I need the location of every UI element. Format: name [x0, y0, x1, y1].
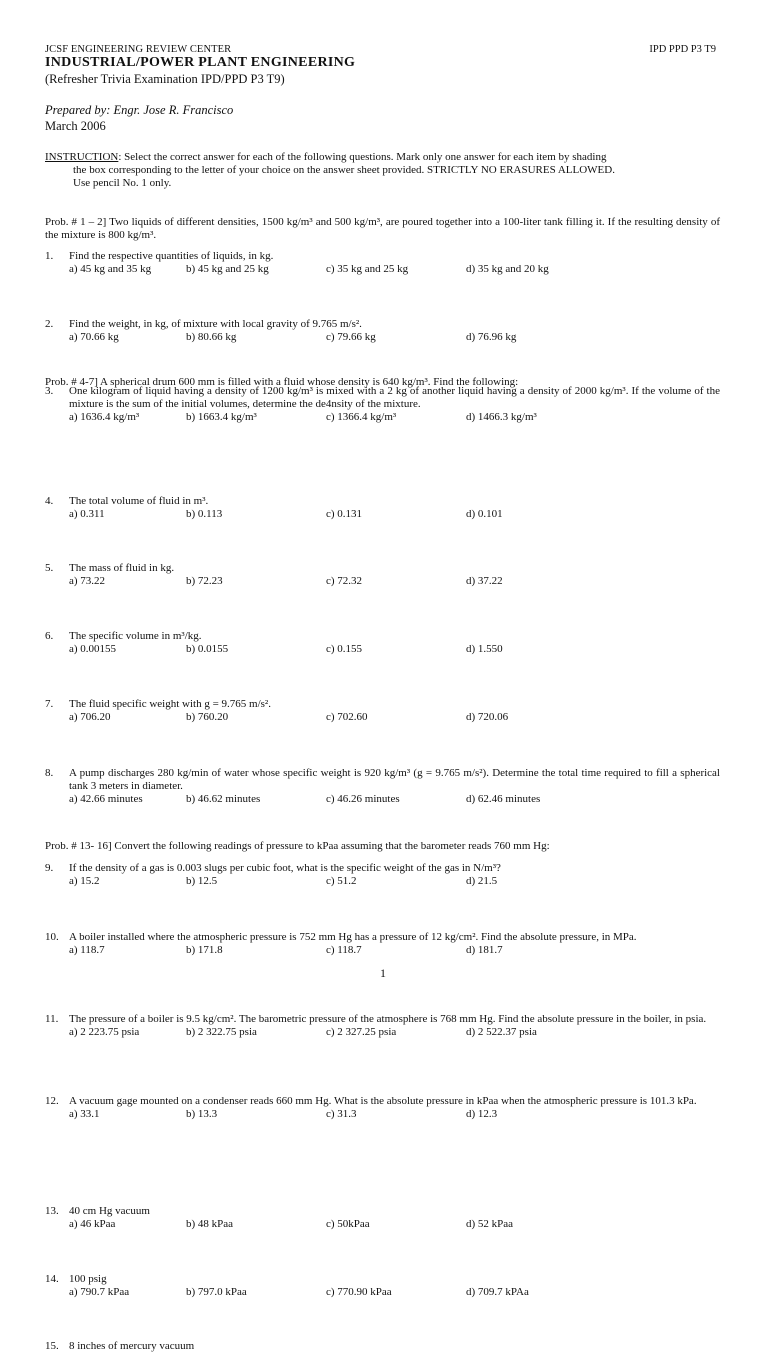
- option-d: d) 21.5: [466, 875, 498, 887]
- option-a: a) 45 kg and 35 kg: [69, 263, 152, 275]
- question-1: [45, 250, 720, 276]
- answer-options: [69, 1026, 720, 1039]
- question-number: 7.: [45, 698, 54, 710]
- option-c: c) 72.32: [326, 575, 363, 587]
- answer-options: [69, 263, 720, 276]
- option-b: b) 48 kPaa: [186, 1218, 234, 1230]
- option-a: a) 0.00155: [69, 643, 117, 655]
- problem-preamble-1-2: Prob. # 1 – 2] Two liquids of different densities, 1500 kg/m³ and 500 kg/m³, are poured together into a 100-liter tank filling it. If the resulting density of the mixture is 800 kg/m³.: [45, 216, 720, 241]
- problem-preamble-13-16: Prob. # 13- 16] Convert the following readings of pressure to kPaa assuming that the barometer reads 760 mm Hg:: [45, 840, 550, 852]
- question-stem: If the density of a gas is 0.003 slugs per cubic foot, what is the specific weight of the gas in N/m³?: [69, 862, 501, 874]
- question-7: [45, 698, 720, 724]
- option-d: d) 709.7 kPAa: [466, 1286, 529, 1298]
- option-d: d) 37.22: [466, 575, 503, 587]
- review-center-name: JCSF ENGINEERING REVIEW CENTER: [45, 44, 232, 55]
- question-stem: The mass of fluid in kg.: [69, 562, 175, 574]
- answer-options: [69, 1218, 720, 1231]
- option-d: d) 76.96 kg: [466, 331, 517, 343]
- option-c: c) 46.26 minutes: [326, 793, 400, 805]
- question-number: 11.: [45, 1013, 59, 1025]
- answer-options: [69, 643, 720, 656]
- question-14: [45, 1273, 720, 1299]
- question-stem: The total volume of fluid in m³.: [69, 495, 209, 507]
- question-13: [45, 1205, 720, 1231]
- prepared-by: Prepared by: Engr. Jose R. Francisco: [45, 103, 234, 117]
- question-stem: 8 inches of mercury vacuum: [69, 1340, 195, 1352]
- option-a: a) 73.22: [69, 575, 106, 587]
- question-stem: Find the respective quantities of liquids, in kg.: [69, 250, 274, 262]
- option-c: c) 79.66 kg: [326, 331, 376, 343]
- question-number: 5.: [45, 562, 54, 574]
- option-c: c) 770.90 kPaa: [326, 1286, 392, 1298]
- question-number: 13.: [45, 1205, 59, 1217]
- question-9: [45, 862, 720, 888]
- option-b: b) 0.0155: [186, 643, 229, 655]
- question-stem: The specific volume in m³/kg.: [69, 630, 202, 642]
- option-d: d) 0.101: [466, 508, 503, 520]
- instruction-paragraph: [45, 151, 720, 190]
- option-d: d) 52 kPaa: [466, 1218, 514, 1230]
- question-stem: One kilogram of liquid having a density of 1200 kg/m³ is mixed with a 2 kg of another liquid having a density of 2000 kg/m³. If the volume of the mixture is the sum of the initial volumes, determine the de4nsity of the mixture.: [69, 385, 720, 410]
- option-b: b) 760.20: [186, 711, 229, 723]
- question-number: 2.: [45, 318, 54, 330]
- instruction-line-3: Use pencil No. 1 only.: [73, 177, 172, 189]
- question-stem: A pump discharges 280 kg/min of water whose specific weight is 920 kg/m³ (g = 9.765 m/s²). Determine the total time required to fill a spherical tank 3 meters in diameter.: [69, 767, 720, 792]
- option-b: b) 45 kg and 25 kg: [186, 263, 269, 275]
- option-a: a) 15.2: [69, 875, 100, 887]
- option-b: b) 171.8: [186, 944, 223, 956]
- question-8: [45, 767, 720, 806]
- answer-options: [69, 875, 720, 888]
- option-c: c) 35 kg and 25 kg: [326, 263, 409, 275]
- option-a: a) 706.20: [69, 711, 111, 723]
- question-number: 15.: [45, 1340, 59, 1352]
- option-b: b) 72.23: [186, 575, 223, 587]
- question-number: 12.: [45, 1095, 59, 1107]
- option-c: c) 118.7: [326, 944, 362, 956]
- option-a: a) 790.7 kPaa: [69, 1286, 130, 1298]
- option-c: c) 1366.4 kg/m³: [326, 411, 397, 423]
- question-11: [45, 1013, 720, 1039]
- question-stem: A boiler installed where the atmospheric pressure is 752 mm Hg has a pressure of 12 kg/cm². Find the absolute pressure, in MPa.: [69, 931, 637, 943]
- question-number: 6.: [45, 630, 54, 642]
- option-a: a) 2 223.75 psia: [69, 1026, 140, 1038]
- answer-options: [69, 331, 720, 344]
- question-stem: The fluid specific weight with g = 9.765 m/s².: [69, 698, 271, 710]
- question-stem: 100 psig: [69, 1273, 107, 1285]
- question-5: [45, 562, 720, 588]
- option-c: c) 702.60: [326, 711, 368, 723]
- answer-options: [69, 1286, 720, 1299]
- option-b: b) 797.0 kPaa: [186, 1286, 247, 1298]
- option-d: d) 35 kg and 20 kg: [466, 263, 549, 275]
- option-d: d) 12.3: [466, 1108, 498, 1120]
- option-a: a) 46 kPaa: [69, 1218, 116, 1230]
- question-15: [45, 1340, 720, 1353]
- option-a: a) 42.66 minutes: [69, 793, 143, 805]
- question-number: 8.: [45, 767, 54, 779]
- option-c: c) 50kPaa: [326, 1218, 370, 1230]
- option-a: a) 70.66 kg: [69, 331, 119, 343]
- question-6: [45, 630, 720, 656]
- option-a: a) 118.7: [69, 944, 105, 956]
- option-d: d) 62.46 minutes: [466, 793, 541, 805]
- option-d: d) 181.7: [466, 944, 503, 956]
- answer-options: [69, 575, 720, 588]
- option-b: b) 13.3: [186, 1108, 218, 1120]
- option-c: c) 0.131: [326, 508, 363, 520]
- option-d: d) 1.550: [466, 643, 503, 655]
- exam-code: IPD PPD P3 T9: [649, 44, 716, 55]
- page-number: 1: [380, 966, 386, 980]
- question-4: [45, 495, 720, 521]
- question-2: [45, 318, 720, 344]
- option-d: d) 2 522.37 psia: [466, 1026, 537, 1038]
- answer-options: [69, 944, 720, 957]
- question-12: [45, 1095, 720, 1121]
- question-10: [45, 931, 720, 957]
- answer-options: [69, 508, 720, 521]
- answer-options: [69, 1108, 720, 1121]
- question-number: 4.: [45, 495, 54, 507]
- option-a: a) 0.311: [69, 508, 105, 520]
- document-date: March 2006: [45, 119, 106, 133]
- option-c: c) 51.2: [326, 875, 357, 887]
- option-c: c) 2 327.25 psia: [326, 1026, 397, 1038]
- question-stem: A vacuum gage mounted on a condenser reads 660 mm Hg. What is the absolute pressure in kPaa when the atmospheric pressure is 101.3 kPa.: [69, 1095, 697, 1107]
- option-b: b) 0.113: [186, 508, 223, 520]
- question-number: 1.: [45, 250, 54, 262]
- answer-options: [69, 711, 720, 724]
- instruction-line-2: the box corresponding to the letter of your choice on the answer sheet provided. STRICTLY NO ERASURES ALLOWED.: [73, 164, 615, 176]
- option-d: d) 720.06: [466, 711, 509, 723]
- question-stem: Find the weight, in kg, of mixture with local gravity of 9.765 m/s².: [69, 318, 362, 330]
- question-number: 10.: [45, 931, 59, 943]
- question-3: [45, 385, 720, 424]
- instruction-line-1: : Select the correct answer for each of the following questions. Mark only one answer for each item by shading: [118, 151, 607, 163]
- instruction-label: INSTRUCTION: [45, 151, 119, 163]
- option-b: b) 1663.4 kg/m³: [186, 411, 257, 423]
- question-stem: 40 cm Hg vacuum: [69, 1205, 150, 1217]
- document-title: INDUSTRIAL/POWER PLANT ENGINEERING: [45, 55, 356, 70]
- option-d: d) 1466.3 kg/m³: [466, 411, 537, 423]
- option-b: b) 2 322.75 psia: [186, 1026, 257, 1038]
- answer-options: [69, 411, 720, 424]
- option-b: b) 80.66 kg: [186, 331, 237, 343]
- question-number: 9.: [45, 862, 54, 874]
- question-number: 3.: [45, 385, 54, 397]
- option-a: a) 33.1: [69, 1108, 100, 1120]
- question-number: 14.: [45, 1273, 59, 1285]
- option-b: b) 12.5: [186, 875, 218, 887]
- answer-options: [69, 793, 720, 806]
- option-b: b) 46.62 minutes: [186, 793, 261, 805]
- option-c: c) 31.3: [326, 1108, 357, 1120]
- option-c: c) 0.155: [326, 643, 363, 655]
- option-a: a) 1636.4 kg/m³: [69, 411, 140, 423]
- problem-preamble-4-7: Prob. # 4-7] A spherical drum 600 mm is filled with a fluid whose density is 640 kg/m³. Find the following:: [45, 376, 519, 388]
- document-subtitle: (Refresher Trivia Examination IPD/PPD P3 T9): [45, 72, 285, 86]
- question-stem: The pressure of a boiler is 9.5 kg/cm². The barometric pressure of the atmosphere is 768 mm Hg. Find the absolute pressure in the boiler, in psia.: [69, 1013, 707, 1025]
